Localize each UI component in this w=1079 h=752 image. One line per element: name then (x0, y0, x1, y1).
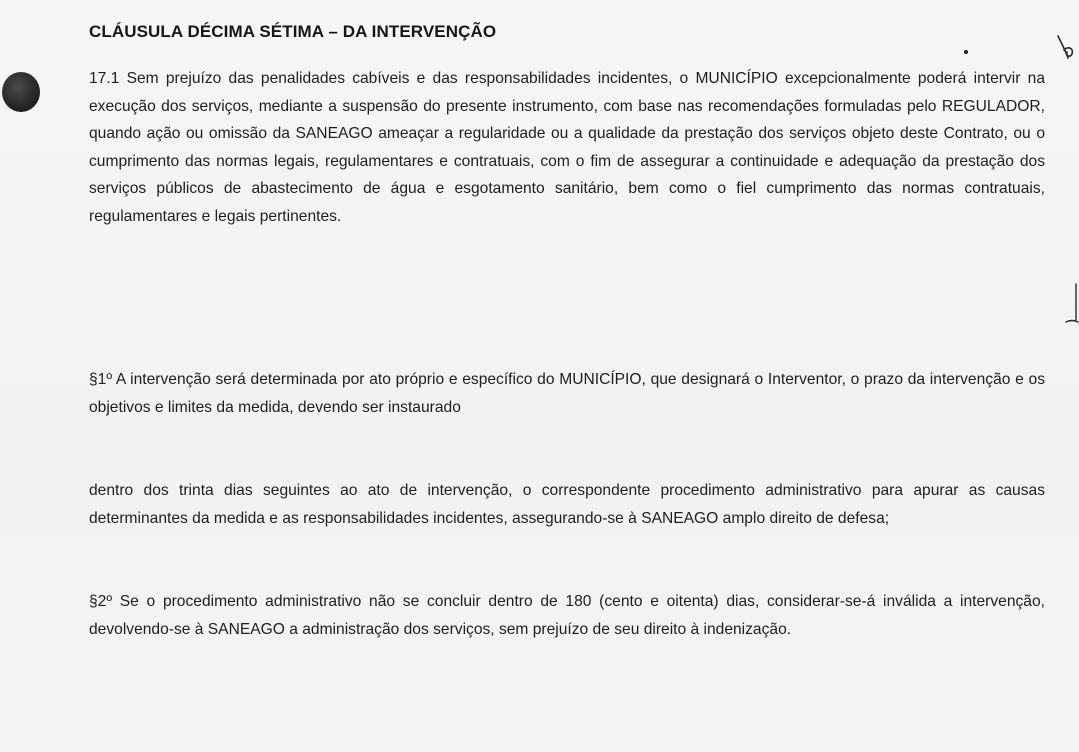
paragraph-section-1: §1º A intervenção será determinada por ato próprio e específico do MUNICÍPIO, que designará o Interventor, o prazo da intervenção e os objetivos e limites da medida, devendo ser instaurado (89, 371, 1045, 416)
margin-pen-mark (1062, 280, 1079, 340)
hole-punch-mark (2, 72, 40, 112)
ink-dot (964, 50, 968, 54)
paragraph-section-2: §2º Se o procedimento administrativo não se concluir dentro de 180 (cento e oitenta) dias, considerar-se-á inválida a intervenção, devolvendo-se à SANEAGO a administração dos serviços, sem prejuízo de seu direito à indenização. (89, 593, 1045, 638)
handwritten-scribble (1052, 30, 1078, 70)
paragraph-section-1-continued: dentro dos trinta dias seguintes ao ato de intervenção, o correspondente procedimento administrativo para apurar as causas determinantes da medida e as responsabilidades incidentes, assegurando-se à SANEAGO amplo direito de defesa; (89, 482, 1045, 527)
paragraph-17-1: 17.1 Sem prejuízo das penalidades cabíveis e das responsabilidades incidentes, o MUNICÍPIO excepcionalmente poderá intervir na execução dos serviços, mediante a suspensão do presente instrumento, com base nas recomendações formuladas pelo REGULADOR, quando ação ou omissão da SANEAGO ameaçar a regularidade ou a qualidade da prestação dos serviços objeto deste Contrato, ou o cumprimento das normas legais, regulamentares e contratuais, com o fim de assegurar a continuidade e adequação da prestação dos serviços públicos de abastecimento de água e esgotamento sanitário, bem como o fiel cumprimento das normas contratuais, regulamentares e legais pertinentes. (89, 70, 1045, 225)
clause-heading: CLÁUSULA DÉCIMA SÉTIMA – DA INTERVENÇÃO (89, 22, 497, 41)
